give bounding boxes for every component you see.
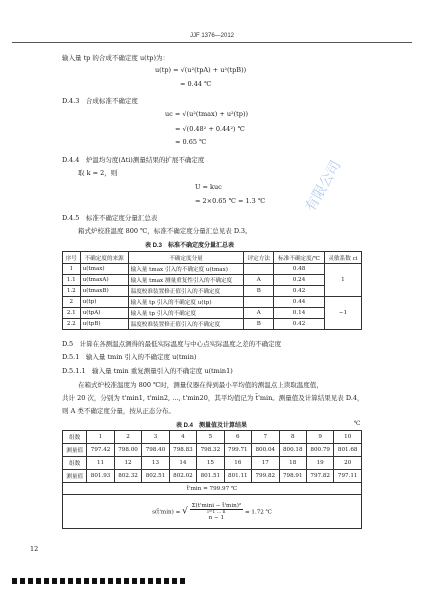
mean-value: t̄'min = 799.97 ℃ (63, 483, 362, 495)
std-numerator: Σ(t'mini − t̄'min)² (191, 502, 242, 509)
table-row: 1.2 u(tmaxB) 温度校准装置修正值引入的不确定度 B 0.42 (63, 286, 362, 297)
table-row: 测量值 801.93 802.32 802.51 802.02 801.51 801.11 799.82 798.91 797.82 797.11 (63, 470, 362, 483)
table-row: 2 u(tp) 输入量 tp 引入的不确定度 u(tp) 0.44 −1 (63, 297, 362, 308)
page-number: 12 (30, 545, 39, 553)
standard-code-header: JJF 1376—2012 (189, 33, 235, 39)
d5-heading: D.5 计算在各测温点测得的最低实际温度与中心点实际温度之差的不确定度 (62, 340, 282, 348)
table-row: 2.1 u(tpA) 输入量 tp 引入的不确定度 A 0.14 (63, 308, 362, 319)
d51-heading: D.5.1 输入量 tmin 引入的不确定度 u(tmin) (62, 353, 197, 361)
watermark-text: 有限公司 (301, 157, 344, 214)
header-rule (12, 42, 412, 43)
table-row: 组数 11 12 13 14 15 16 17 18 19 20 (63, 457, 362, 470)
th-index: 序号 (63, 252, 81, 264)
table-d3 (62, 251, 362, 330)
uc-substituted: = √(0.48² + 0.44²) ℃ (175, 125, 245, 133)
table-row: 组数 1 2 3 4 5 6 7 8 9 10 (63, 431, 362, 444)
uc-formula: uc = √(u²(tmax) + u²(tp)) (165, 110, 249, 118)
std-formula-cell (63, 495, 362, 529)
th-method: 评定方法 (244, 252, 274, 264)
table-d4-unit: ℃ (354, 421, 361, 427)
std-sum-limits: i=1 … n (207, 509, 226, 515)
k-line: 取 k = 2，则 (78, 169, 118, 177)
d511-heading: D.5.1.1 输入量 tmin 重复测量引入的不确定度 u(tmin1) (62, 367, 233, 375)
table-row: 测量值 797.42 798.00 798.40 798.83 798.32 799.71 800.04 800.18 800.79 801.68 (63, 444, 362, 457)
sensitivity-1: 1 (324, 264, 361, 297)
std-fraction (190, 503, 244, 521)
table-row: 2.2 u(tpB) 温度校准装置修正值引入的不确定度 B 0.42 (63, 319, 362, 330)
th-source: 不确定度的来源 (80, 252, 128, 264)
tp-result: = 0.44 ℃ (180, 80, 212, 88)
th-component: 不确定度分量 (128, 252, 244, 264)
d5-para-3: 则 A 类不确定度分量，按从正态分布。 (62, 407, 175, 415)
table-row (63, 495, 362, 529)
uc-approx: ≈ 0.65 ℃ (175, 138, 207, 146)
U-formula: U = kuc (195, 183, 222, 191)
table-row: 1.1 u(tmaxA) 输入量 tmax 测量重复性引入的不确定度 A 0.24 (63, 275, 362, 286)
table-d4 (62, 430, 362, 529)
std-result: = 1.72 ℃ (244, 509, 272, 515)
d45-heading: D.4.5 标准不确定度分量汇总表 (62, 214, 158, 222)
th-std-uncertainty: 标准不确定度/℃ (274, 252, 325, 264)
d43-heading: D.4.3 合成标准不确定度 (62, 97, 138, 105)
U-result: = 2×0.65 ℃ = 1.3 ℃ (195, 197, 266, 205)
d5-para-1: 在箱式炉校准温度为 800 ℃时，测量仪器在得到最小平均值的测温点上读取温度值， (78, 381, 323, 389)
d44-heading: D.4.4 炉温均匀度(Δti)测量结果的扩展不确定度 (62, 156, 205, 164)
scan-strip (12, 578, 187, 584)
sqrt-symbol: √ (182, 506, 188, 516)
tp-intro: 输入量 tp 的合成不确定度 u(tp)为： (62, 54, 170, 62)
d45-text: 箱式炉校准温度 800 ℃，标准不确定度分量汇总见表 D.3。 (78, 227, 252, 235)
std-lhs: s(t̄'min) = (152, 509, 181, 515)
table-row: 1 u(tmax) 输入量 tmax 引入的不确定度 u(tmax) 0.48 1 (63, 264, 362, 275)
sensitivity-2: −1 (324, 297, 361, 330)
d5-para-2: 共计 20 次，分别为 t'min1, t'min2, …, t'min20，其平均值记为 t̄'min。测量值及计算结果见表 D.4， (62, 394, 364, 402)
table-row (63, 483, 362, 495)
th-sensitivity: 灵敏系数 ci (324, 252, 361, 264)
table-d3-caption: 表 D.3 标准不确定度分量汇总表 (145, 243, 235, 249)
tp-formula: u(tp) = √(u²(tpA) + u²(tpB)) (155, 66, 247, 74)
std-denominator: n − 1 (208, 514, 225, 521)
table-d4-caption: 表 D.4 测量值及计算结果 (176, 423, 248, 429)
